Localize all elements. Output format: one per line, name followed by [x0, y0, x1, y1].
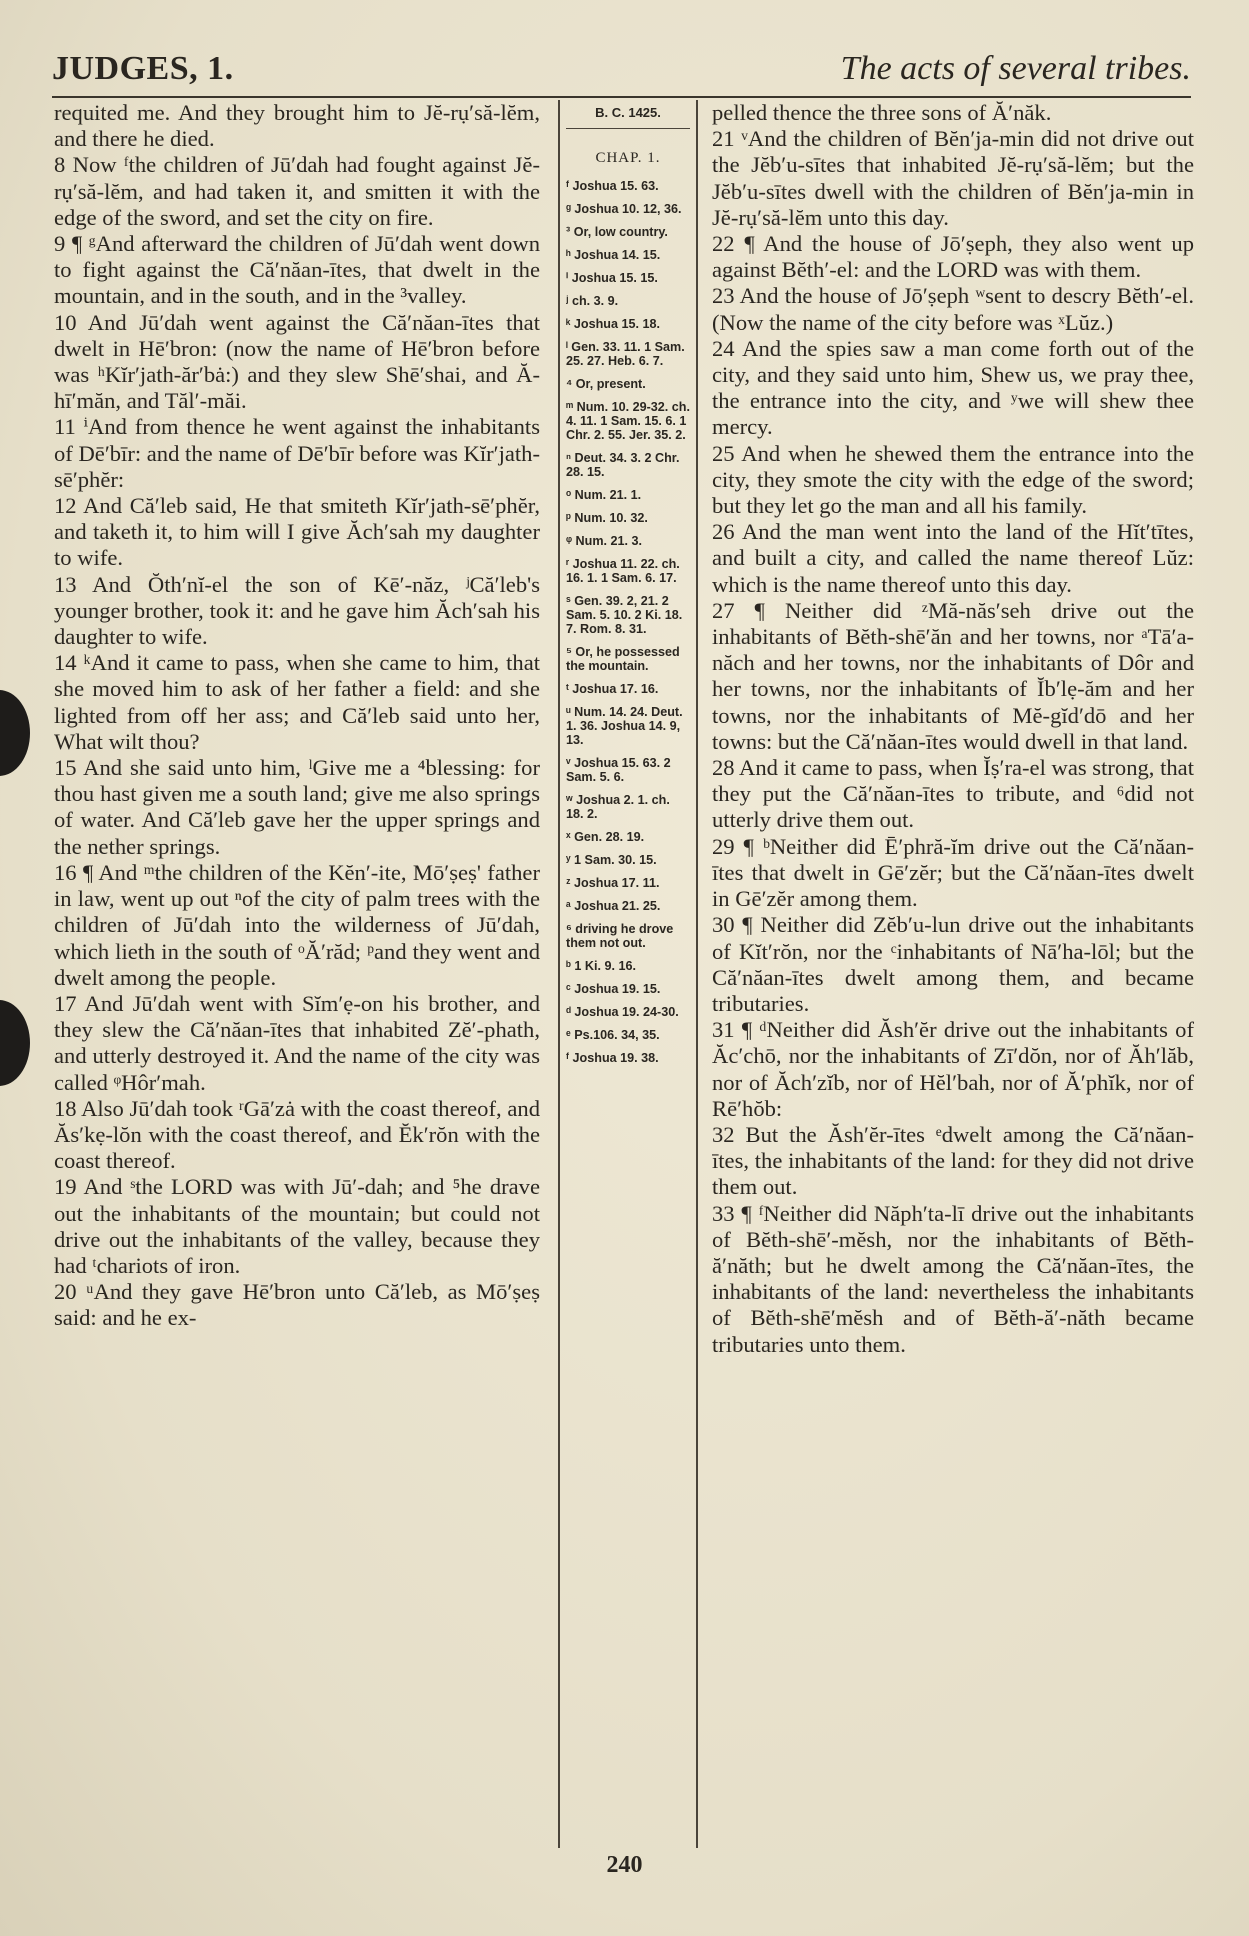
verse: 15 And she said unto him, ˡGive me a ⁴blessing: for thou hast given me a south land; give me also springs of water. And Că′leb gave her the upper springs and the nether springs. [54, 755, 540, 859]
verse: 25 And when he shewed them the entrance into the city, they smote the city with the edge of the sword; but they let go the man and all his family. [712, 440, 1194, 519]
verse: 28 And it came to pass, when Ĭṣ′ra-el was strong, that they put the Că′năan-ītes to tribute, and ⁶did not utterly drive them out. [712, 755, 1194, 833]
cross-reference: ⁵ Or, he possessed the mountain. [566, 645, 680, 673]
cross-reference: ⁴ Or, present. [566, 377, 646, 391]
cross-reference: ᶻ Joshua 17. 11. [566, 876, 660, 890]
verse: 23 And the house of Jō′ṣeph ʷsent to descry Bĕth′-el. (Now the name of the city before was ˣLŭz.) [712, 283, 1194, 335]
cross-reference: ᵈ Joshua 19. 24-30. [566, 1005, 679, 1019]
cross-reference: ⁱ Joshua 15. 15. [566, 271, 658, 285]
cross-reference: ᵍ Joshua 10. 12, 36. [566, 202, 682, 216]
cross-reference: ᵒ Num. 21. 1. [566, 488, 642, 502]
verse: 11 ⁱAnd from thence he went against the inhabitants of Dē′bīr: and the name of Dē′bīr before was Kĭr′jath-sē′phĕr: [54, 414, 540, 492]
cross-reference: ˡ Gen. 33. 11. 1 Sam. 25. 27. Heb. 6. 7. [566, 340, 685, 368]
verse: 9 ¶ ᵍAnd afterward the children of Jū′dah went down to fight against the Că′năan-ītes, that dwelt in the mountain, and in the south, and in the ³valley. [54, 231, 540, 309]
cross-reference: ᵛ Joshua 15. 63. 2 Sam. 5. 6. [566, 756, 671, 784]
cross-reference: ʰ Joshua 14. 15. [566, 248, 661, 262]
cross-reference: ᵇ 1 Ki. 9. 16. [566, 959, 637, 973]
cross-reference: ˢ Gen. 39. 2, 21. 2 Sam. 5. 10. 2 Ki. 18. 7. Rom. 8. 31. [566, 594, 683, 636]
verse: 24 And the spies saw a man come forth out of the city, and they said unto him, Shew us, we pray thee, the entrance into the city, and ʸwe will shew thee mercy. [712, 335, 1194, 440]
running-header [52, 44, 1191, 98]
cross-reference: ʳ Joshua 11. 22. ch. 16. 1. 1 Sam. 6. 17. [566, 557, 680, 585]
cross-reference: ᵉ Ps.106. 34, 35. [566, 1028, 660, 1042]
date-note: B. C. 1425. [566, 100, 690, 129]
verse: 10 And Jū′dah went against the Că′năan-ītes that dwelt in Hē′bron: (now the name of Hē′bron before was ʰKĭr′jath-ăr′bȧ:) and they slew Shē′shai, and Ă-hī′măn, and Tăl′-măi. [54, 309, 540, 414]
verse: 26 And the man went into the land of the Hĭt′tītes, and built a city, and called the name thereof Lŭz: which is the name thereof unto this day. [712, 519, 1194, 597]
verse: 29 ¶ ᵇNeither did Ē′phră-ĭm drive out the Că′năan-ītes that dwelt in Gē′zĕr; but the Că′năan-ītes dwelt in Gē′zĕr among them. [712, 833, 1194, 912]
book-chapter-title: JUDGES, 1. [52, 50, 234, 87]
chapter-label: CHAP. 1. [595, 150, 661, 166]
verse: 16 ¶ And ᵐthe children of the Kĕn′-ite, Mō′ṣeṣ' father in law, went up out ⁿof the city of palm trees with the children of Jū′dah into the wilderness of Jū′dah, which lieth in the south of ᵒĂ′răd; ᵖand they went and dwelt among the people. [54, 859, 540, 990]
cross-reference: ³ Or, low country. [566, 225, 668, 239]
verse: 33 ¶ ᶠNeither did Năph′ta-lī drive out the inhabitants of Bĕth-shē′-mĕsh, nor the inhabitants of Bĕth-ă′năth; but he dwelt among the Că′năan-ītes, the inhabitants of the land: nevertheless the inhabitants of Bĕth-shē′mĕsh and of Bĕth-ă′-năth became tributaries unto them. [712, 1200, 1194, 1357]
verse: 13 And Ŏth′nĭ-el the son of Kē′-năz, ʲCă′leb's younger brother, took it: and he gave him Ăch′sah his daughter to wife. [54, 571, 540, 650]
verse: 12 And Că′leb said, He that smiteth Kĭr′jath-sē′phĕr, and taketh it, to him will I give Ăch′sah my daughter to wife. [54, 493, 540, 571]
cross-reference: ʷ Joshua 2. 1. ch. 18. 2. [566, 793, 670, 821]
verse: 18 Also Jū′dah took ʳGā′zȧ with the coast thereof, and Ăs′kẹ-lŏn with the coast thereof, and Ĕk′rŏn with the coast thereof. [54, 1095, 540, 1174]
cross-reference: ᵗ Joshua 17. 16. [566, 682, 659, 696]
center-reference-column [558, 100, 698, 1848]
cross-reference: ᵖ Num. 10. 32. [566, 511, 648, 525]
verse: 30 ¶ Neither did Zĕb′u-lun drive out the inhabitants of Kĭt′rŏn, nor the ᶜinhabitants of Nā′ha-lōl; but the Că′năan-ītes dwelt among them, and became tributaries. [712, 912, 1194, 1016]
cross-reference: ᶠ Joshua 15. 63. [566, 179, 659, 193]
verse: 17 And Jū′dah went with Sĭm′ẹ-on his brother, and they slew the Că′năan-ītes that inhabited Zĕ′-phath, and utterly destroyed it. And the name of the city was called ᵠHôr′mah. [54, 990, 540, 1095]
cross-reference: ʲ ch. 3. 9. [566, 294, 619, 308]
thumb-index-tab [0, 1000, 30, 1086]
cross-reference: ᶠ Joshua 19. 38. [566, 1051, 659, 1065]
verse: requited me. And they brought him to Jĕ-rụ′să-lĕm, and there he died. [54, 100, 540, 152]
cross-reference: ᵠ Num. 21. 3. [566, 534, 643, 548]
verse: 20 ᵘAnd they gave Hē′bron unto Că′leb, as Mō′ṣeṣ said: and he ex- [54, 1279, 540, 1331]
cross-reference: ᶜ Joshua 19. 15. [566, 982, 661, 996]
thumb-index-tab [0, 690, 30, 776]
verse: 27 ¶ Neither did ᶻMă-năs′seh drive out the inhabitants of Bĕth-shē′ăn and her towns, nor ᵃTā′a-năch and her towns, nor the inhabitants of Dôr and her towns, nor the inhabitants of Ĭb′lẹ-ăm and her towns, nor the inhabitants of Mĕ-gĭd′dō and her towns: but the Că′năan-ītes would dwell in that land. [712, 597, 1194, 754]
cross-reference: ʸ 1 Sam. 30. 15. [566, 853, 657, 867]
cross-reference: ⁿ Deut. 34. 3. 2 Chr. 28. 15. [566, 451, 680, 479]
left-text-column [54, 100, 540, 1848]
cross-reference: ᵃ Joshua 21. 25. [566, 899, 661, 913]
cross-reference: ᵐ Num. 10. 29-32. ch. 4. 11. 1 Sam. 15. 6. 1 Chr. 2. 55. Jer. 35. 2. [566, 400, 691, 442]
verse: 19 And ˢthe LORD was with Jū′-dah; and ⁵he drave out the inhabitants of the mountain; but could not drive out the inhabitants of the valley, because they had ᵗchariots of iron. [54, 1174, 540, 1278]
verse: pelled thence the three sons of Ă′năk. [712, 100, 1052, 125]
cross-reference: ᵏ Joshua 15. 18. [566, 317, 660, 331]
cross-reference: ᵘ Num. 14. 24. Deut. 1. 36. Joshua 14. 9, 13. [566, 705, 683, 747]
verse: 22 ¶ And the house of Jō′ṣeph, they also went up against Bĕth′-el: and the LORD was with them. [712, 231, 1194, 283]
page-number: 240 [606, 1852, 643, 1878]
verse: 32 But the Ăsh′ĕr-ītes ᵉdwelt among the Că′năan-ītes, the inhabitants of the land: for they did not drive them out. [712, 1121, 1194, 1200]
verse: 21 ᵛAnd the children of Bĕn′ja-min did not drive out the Jĕb′u-sītes that inhabited Jĕ-rụ′să-lĕm; but the Jĕb′u-sītes dwell with the children of Bĕn′ja-min in Jĕ-rụ′să-lĕm unto this day. [712, 126, 1194, 230]
right-text-column [712, 100, 1194, 1848]
verse: 14 ᵏAnd it came to pass, when she came to him, that she moved him to ask of her father a field: and she lighted from off her ass; and Că′leb said unto her, What wilt thou? [54, 650, 540, 754]
cross-reference: ⁶ driving he drove them not out. [566, 922, 674, 950]
verse: 31 ¶ ᵈNeither did Ăsh′ĕr drive out the inhabitants of Ăc′chō, nor the inhabitants of Zī′dŏn, nor of Ăh′lăb, nor of Ăch′zĭb, nor of Hĕl′bah, nor of Ă′phĭk, nor of Rē′hŏb: [712, 1017, 1194, 1121]
cross-reference: ˣ Gen. 28. 19. [566, 830, 645, 844]
verse: 8 Now ᶠthe children of Jū′dah had fought against Jĕ-rụ′să-lĕm, and had taken it, and smitten it with the edge of the sword, and set the city on fire. [54, 152, 540, 230]
running-title: The acts of several tribes. [840, 50, 1191, 87]
